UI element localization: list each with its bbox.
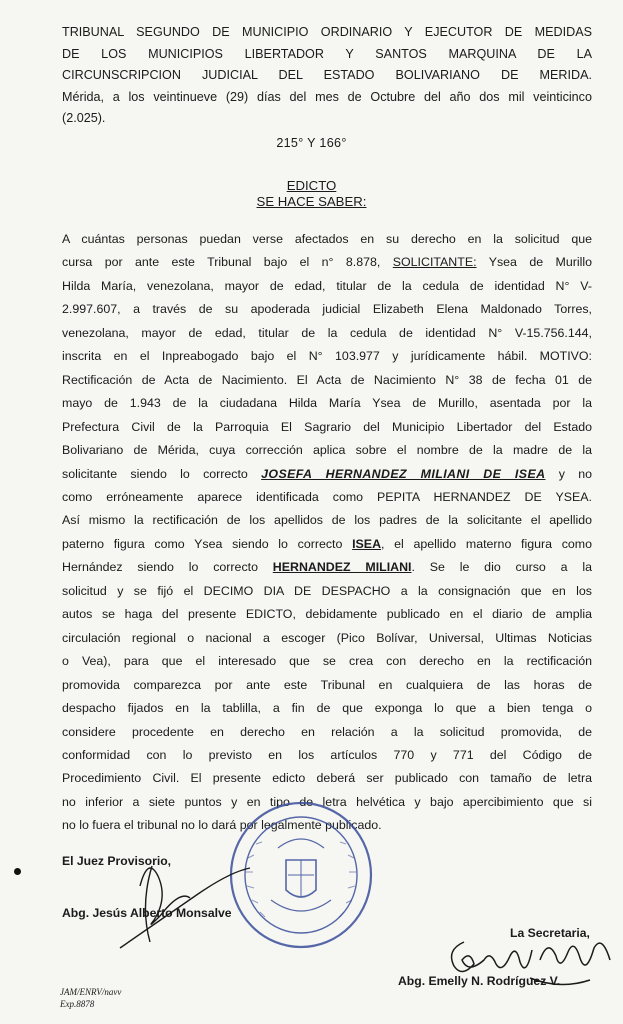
body-line: Hernández siendo lo correcto HERNANDEZ MILIANI. Se le dio curso a la [62,560,592,575]
body-line: Hilda María, venezolana, mayor de edad, titular de la cedula de identidad N° V- [62,278,592,293]
body-line: venezolana, mayor de edad, titular de la cedula de identidad N° V-15.756.144, [62,325,592,340]
initials-line: JAM/ENRV/navv [60,987,122,997]
body-line: conformidad con lo previsto en los artículos 770 y 771 del Código de [62,747,592,762]
ink-speck [14,868,21,875]
solicitante-label: SOLICITANTE: [392,255,477,270]
body-line: solicitud y se fijó el DECIMO DIA DE DESPACHO a la consignación que en los [62,583,592,598]
secretary-title: La Secretaria, [510,926,590,940]
body-line: inscrita en el Inpreabogado bajo el N° 103.977 y jurídicamente hábil. MOTIVO: [62,349,592,364]
body-line: Prefectura Civil de la Parroquia El Sagrario del Municipio Libertador del Estado [62,419,592,434]
body-line: Bolivariano de Mérida, cuya corrección aplica sobre el nombre de la madre de la [62,443,592,458]
header-line-5: (2.025). [62,111,106,125]
years-reference: 215° Y 166° [276,136,347,150]
header-line-2: DE LOS MUNICIPIOS LIBERTADOR Y SANTOS MARQUINA DE LA [62,46,592,61]
body-line: 2.997.607, a través de su apoderada judicial Elizabeth Elena Maldonado Torres, [62,302,592,317]
edicto-heading: EDICTO [286,178,337,193]
correct-maternal-surname: HERNANDEZ MILIANI [272,560,412,575]
body-line: despacho fijados en la tablilla, a fin de que exponga lo que a bien tenga o [62,701,592,716]
body-line: o Vea), para que el interesado que se crea con derecho en la rectificación [62,654,592,669]
body-line: circulación regional o nacional a escoger (Pico Bolívar, Universal, Ultimas Noticias [62,630,592,645]
header-line-3: CIRCUNSCRIPCION JUDICIAL DEL ESTADO BOLIVARIANO DE MERIDA. [62,68,592,82]
body-line: paterno figura como Ysea siendo lo correcto ISEA, el apellido materno figura como [62,536,593,551]
body-line: Así mismo la rectificación de los apellidos de los padres de la solicitante el apellido [62,513,592,528]
correct-mother-name: JOSEFA HERNANDEZ MILIANI DE ISEA [261,466,546,481]
body-line: no inferior a siete puntos y en tipo de letra helvética y bajo apercibimiento que si [62,794,592,809]
body-line: autos se haga del presente EDICTO, debidamente publicado en el diario de amplia [62,607,592,622]
body-line: promovida comparezca por ante este Tribunal en cualquiera de las horas de [62,677,592,692]
correct-paternal-surname: ISEA [352,536,382,551]
document-title [0,178,623,210]
judge-title: El Juez Provisorio, [62,854,172,868]
court-header [62,22,592,130]
body-line: mayo de 1.943 de la ciudadana Hilda María Ysea de Murillo, asentada por la [62,396,592,411]
reference-initials [60,986,121,1010]
body-line: considere procedente en derecho en relación a la solicitud promovida, de [62,724,592,739]
body-line: cursa por ante este Tribunal bajo el n° 8.878, SOLICITANTE: Ysea de Murillo [62,255,593,270]
edict-body [62,228,592,838]
body-line: Rectificación de Acta de Nacimiento. El Acta de Nacimiento N° 38 de fecha 01 de [62,372,592,387]
header-line-4: Mérida, a los veintinueve (29) días del mes de Octubre del año dos mil veinticinco [62,89,592,104]
secretary-name: Abg. Emelly N. Rodríguez V. [398,974,561,988]
judge-name: Abg. Jesús Alberto Monsalve [62,906,232,920]
se-hace-saber-heading: SE HACE SABER: [256,194,367,209]
expedient-line: Exp.8878 [60,999,95,1009]
body-line: no lo fuera el tribunal no lo dará por legalmente publicado. [62,818,382,833]
header-line-1: TRIBUNAL SEGUNDO DE MUNICIPIO ORDINARIO Y EJECUTOR DE MEDIDAS [62,25,592,39]
body-line: como erróneamente aparece identificada como PEPITA HERNANDEZ DE YSEA. [62,489,592,504]
body-line: A cuántas personas puedan verse afectados en su derecho en la solicitud que [62,232,592,246]
body-line: solicitante siendo lo correcto JOSEFA HERNANDEZ MILIANI DE ISEA y no [62,466,592,481]
body-line: Procedimiento Civil. El presente edicto deberá ser publicado con tamaño de letra [62,771,592,786]
